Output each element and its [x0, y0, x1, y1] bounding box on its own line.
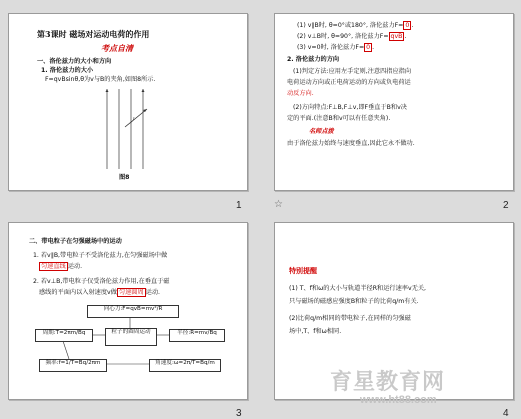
tip-heading: 名师点拨: [309, 128, 334, 135]
field-diagram: [89, 87, 169, 182]
text-line: (1) T、f和ω的大小与轨道半径R和运行速率v无关,: [289, 285, 426, 292]
flow-box-force: 向心力:F=qvB=mv²/R: [87, 305, 179, 318]
slide-title: 第3课时 磁场对运动电荷的作用: [37, 29, 150, 39]
text-line: 电荷运动方向或正电荷运动的方向或负电荷运: [287, 79, 411, 86]
flow-box-center: 粒子的圆周运动: [105, 328, 157, 346]
slide-number: 4: [503, 408, 509, 419]
text-line: 场中,T、f和ω相同.: [289, 328, 342, 335]
flow-box-radius: 半径:R=mv/Bq: [169, 329, 225, 342]
tip-heading: 特别提醒: [289, 267, 317, 275]
text-line: 感线的平面内以入射速度v做 匀速圆周 运动.: [39, 289, 161, 296]
text-line: (1)判定方法:应用左手定则,注意四指应指向: [293, 68, 412, 75]
text-line: (2) v⊥B时, θ=90°, 洛伦兹力F= qvB .: [297, 33, 407, 40]
flow-box-angular: 角速度:ω=2π/T=Bq/m: [149, 359, 221, 372]
slide-number: 2: [503, 200, 509, 211]
text-line: (3) v=0时, 洛伦兹力F= 0 .: [297, 44, 375, 51]
text-line: 1. 洛伦兹力的大小: [41, 67, 94, 74]
text-line: 定的平面.(注意B和v可以有任意夹角).: [287, 115, 391, 122]
watermark-url: www.ht88.com: [360, 394, 437, 406]
text-line: (2)方向特点:F⊥B,F⊥v,即F垂直于B和v决: [293, 104, 407, 111]
text-line: 匀速直线 运动.: [41, 263, 83, 270]
text-line: F=qvBsinθ,θ为v与B的夹角,如图8所示.: [45, 76, 156, 83]
slide-thumbnail-3[interactable]: [8, 222, 248, 400]
slide-thumbnail-1[interactable]: [8, 13, 248, 191]
text-line: (1) v∥B时, θ=0°或180°, 洛伦兹力F= 0 .: [297, 22, 414, 29]
flow-connectors: [9, 223, 247, 399]
flow-box-period: 周期:T=2πm/Bq: [35, 329, 93, 342]
text-line: 2. 洛伦兹力的方向: [287, 56, 340, 63]
slide-thumbnail-2[interactable]: [274, 13, 514, 191]
text-line: 2. 若v⊥B,带电粒子仅受洛伦兹力作用,在垂直于磁: [33, 278, 170, 285]
text-line: (2)比荷q/m相同的带电粒子,在同样的匀强磁: [289, 315, 411, 322]
figure-caption: 图8: [119, 174, 130, 181]
text-line: 二、带电粒子在匀强磁场中的运动: [29, 238, 122, 245]
slide-number: 3: [236, 408, 242, 419]
text-line: 一、洛伦兹力的大小和方向: [37, 58, 112, 65]
section-heading: 考点自清: [101, 43, 133, 53]
text-line: 由于洛伦兹力始终与速度垂直,因此它永不做功.: [287, 140, 415, 147]
flow-box-frequency: 频率:f=1/T=Bq/2πm: [39, 359, 107, 372]
animation-icon[interactable]: ☆: [274, 199, 283, 210]
slide-number: 1: [236, 200, 242, 211]
text-line: 只与磁场的磁感应强度B和粒子的比荷q/m有关.: [289, 298, 419, 305]
text-line: 动反方向.: [287, 90, 314, 97]
watermark-text: 育星教育网: [330, 370, 446, 395]
text-line: 1. 若v∥B,带电粒子不受洛伦兹力,在匀强磁场中做: [33, 252, 168, 259]
